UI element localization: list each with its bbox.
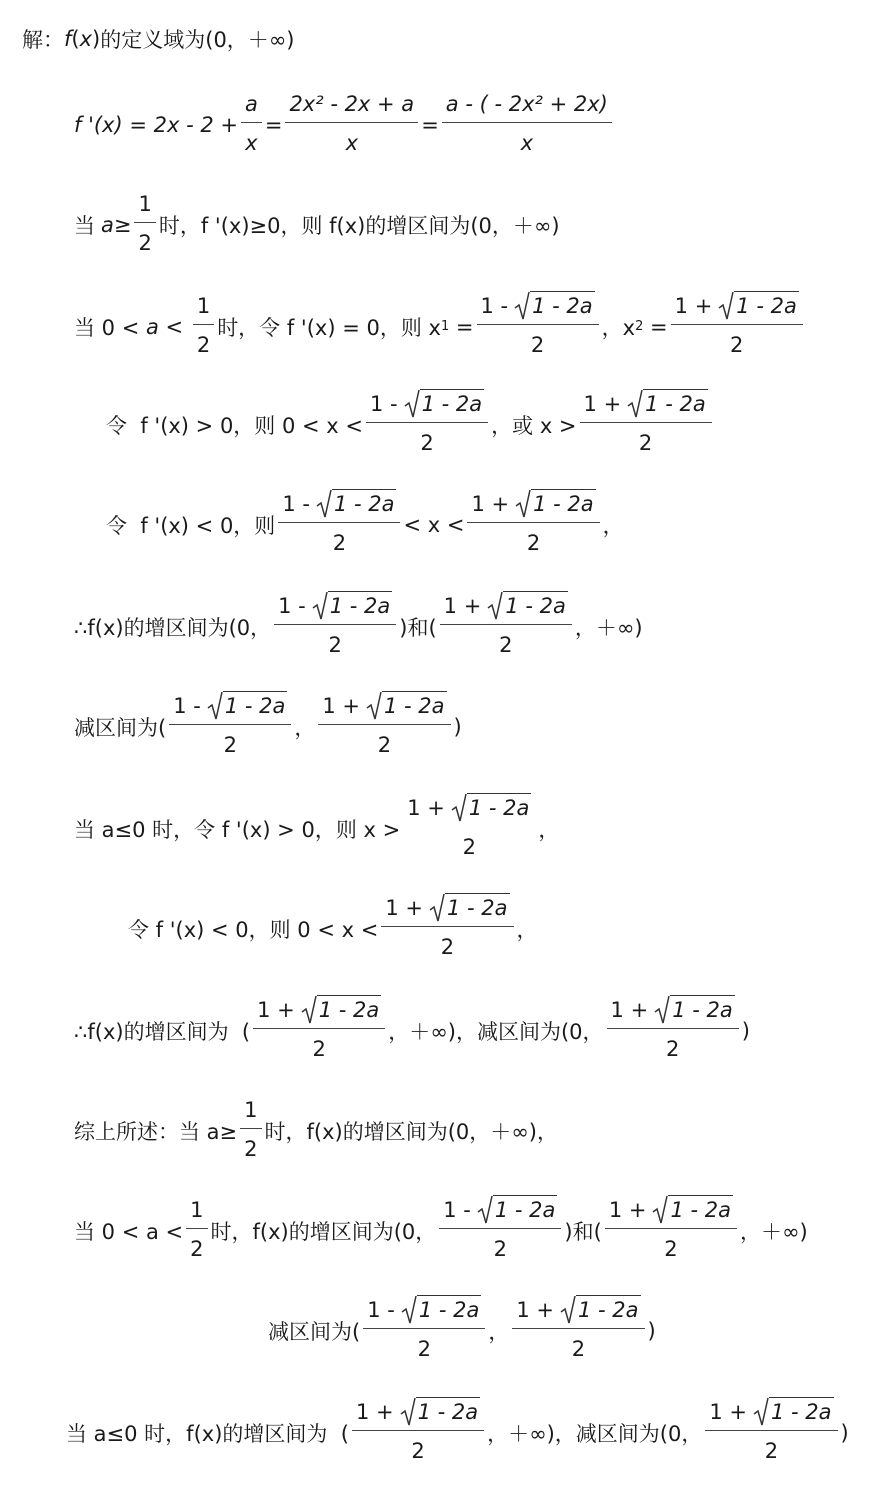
fraction-half <box>134 186 155 263</box>
sqrt-sign <box>451 793 532 823</box>
denominator: 2 <box>190 1237 204 1261</box>
case-0-lt-a-lt-half <box>74 288 806 365</box>
denominator: 2 <box>417 1337 431 1361</box>
close-paren: ) <box>647 1318 656 1343</box>
root-minus-fraction <box>278 486 400 563</box>
root-prefix: 1 - <box>282 492 310 516</box>
case-a-le-0 <box>74 790 559 867</box>
sqrt-sign <box>400 1397 481 1427</box>
therefore1-text: ∴f(x)的增区间为(0， <box>74 615 272 640</box>
summary-line-4 <box>66 1394 849 1471</box>
summary2-text: 当 0 < a < <box>74 1219 184 1244</box>
root-prefix: 1 - <box>367 1298 395 1322</box>
root-minus-fraction <box>274 588 396 665</box>
ling1-mid: ，或 x > <box>491 413 577 438</box>
dang-text: 当 <box>74 213 95 238</box>
ling2-text: 令 f '(x) < 0，则 <box>106 513 276 538</box>
denominator: x <box>345 131 359 155</box>
separator: ， <box>294 715 316 740</box>
separator: ， <box>488 1319 510 1344</box>
fraction-half <box>193 288 214 365</box>
radicand: 1 - 2a <box>769 1397 834 1427</box>
summary3-text: 减区间为( <box>268 1319 361 1344</box>
radicand: 1 - 2a <box>317 995 382 1025</box>
radicand: 1 - 2a <box>531 489 596 519</box>
equals-sign: = <box>449 314 474 339</box>
summary-line-2 <box>74 1192 808 1269</box>
denominator: x <box>520 131 534 155</box>
root-prefix: 1 + <box>608 1198 647 1222</box>
radicand: 1 - 2a <box>643 389 708 419</box>
root-prefix: 1 + <box>516 1298 554 1322</box>
case3-text: 当 a≤0 时，令 f '(x) > 0，则 x > <box>74 817 401 842</box>
root-plus-fraction <box>605 1192 737 1269</box>
denominator: 2 <box>223 733 237 757</box>
radicand: 1 - 2a <box>445 893 510 923</box>
sqrt-sign <box>366 691 447 721</box>
root-minus-fraction <box>439 1192 561 1269</box>
summary-line-3 <box>268 1292 656 1369</box>
denominator: 2 <box>664 1237 678 1261</box>
root-prefix: 1 + <box>443 594 482 618</box>
root-plus-fraction <box>671 288 803 365</box>
numerator: 1 <box>190 1198 204 1222</box>
ge-sign: ≥ <box>113 212 132 237</box>
radicand: 1 - 2a <box>668 1195 733 1225</box>
denominator: 2 <box>665 1037 680 1061</box>
radicand: 1 - 2a <box>417 1295 482 1325</box>
root-minus-fraction <box>363 1292 485 1369</box>
radicand: 1 - 2a <box>332 489 397 519</box>
case-a-ge-half <box>74 186 560 263</box>
root-plus-fraction <box>607 992 739 1069</box>
summary2-mid1: 时，f(x)的增区间为(0， <box>210 1219 437 1244</box>
lt-sign: < <box>158 314 190 339</box>
fraction-3 <box>442 86 612 163</box>
root-prefix: 1 + <box>709 1400 747 1424</box>
radicand: 1 - 2a <box>670 995 735 1025</box>
denominator: 2 <box>440 935 455 959</box>
numerator: a <box>244 92 258 116</box>
equals-sign: = <box>421 112 439 137</box>
root-plus-fraction <box>253 992 385 1069</box>
subscript-1: 1 <box>440 319 450 334</box>
x2-text: ，x <box>601 315 636 340</box>
summary-text: 综上所述：当 a≥ <box>74 1119 238 1144</box>
case2-text: 时，令 f '(x) = 0，则 x <box>217 315 441 340</box>
radicand: 1 - 2a <box>576 1295 641 1325</box>
sqrt-sign <box>514 291 595 321</box>
decrease-interval-1 <box>74 688 462 765</box>
summary-post: 时，f(x)的增区间为(0，＋∞)， <box>264 1119 558 1144</box>
root-prefix: 1 + <box>471 492 510 516</box>
root-prefix: 1 + <box>355 1400 394 1424</box>
numerator: a - ( - 2x² + 2x) <box>445 92 608 116</box>
root-prefix: 1 - <box>278 594 306 618</box>
summary2-mid2: )和( <box>564 1219 602 1244</box>
x-symbol: x <box>79 27 93 51</box>
sqrt-sign <box>515 489 596 519</box>
root-prefix: 1 + <box>385 896 423 920</box>
root-prefix: 1 - <box>370 392 398 416</box>
root-prefix: 1 - <box>480 294 509 318</box>
fraction-2 <box>285 86 418 163</box>
therefore1-post: ，＋∞) <box>574 615 643 640</box>
domain-line: 解： f ( x ) 的定义域为(0，＋∞) <box>22 24 295 54</box>
numerator: 2x² - 2x + a <box>289 92 415 116</box>
root-plus-fraction <box>705 1394 837 1471</box>
radicand: 1 - 2a <box>503 591 568 621</box>
root-prefix: 1 + <box>674 294 713 318</box>
case1-text: 时，f '(x)≥0，则 f(x)的增区间为(0，＋∞) <box>158 213 560 238</box>
sqrt-sign <box>627 389 708 419</box>
denominator: 2 <box>764 1439 779 1463</box>
radicand: 1 - 2a <box>223 691 288 721</box>
sqrt-sign <box>312 591 393 621</box>
denominator: 2 <box>196 333 211 357</box>
radicand: 1 - 2a <box>416 1397 481 1427</box>
denominator: 2 <box>730 333 744 357</box>
root-minus-fraction <box>477 288 599 365</box>
derivative-lhs: f '(x) = 2x - 2 + <box>74 112 238 137</box>
ling-positive <box>106 386 715 463</box>
denominator: 2 <box>138 231 152 255</box>
sqrt-sign <box>753 1397 834 1427</box>
summary4-mid: ，＋∞)，减区间为(0， <box>487 1421 703 1446</box>
root-plus-fraction <box>381 890 513 967</box>
radicand: 1 - 2a <box>734 291 799 321</box>
radicand: 1 - 2a <box>530 291 595 321</box>
denominator: 2 <box>493 1237 508 1261</box>
comma: ， <box>602 513 624 538</box>
root-prefix: 1 + <box>322 694 360 718</box>
root-plus-fraction <box>352 1394 484 1471</box>
a-symbol: a <box>101 212 114 237</box>
root-plus-fraction <box>318 688 450 765</box>
root-plus-fraction <box>512 1292 644 1369</box>
root-prefix: 1 + <box>407 796 445 820</box>
therefore-increase-1 <box>74 588 643 665</box>
root-plus-fraction <box>467 486 599 563</box>
close-paren: ) <box>453 714 462 739</box>
dang-text: 当 0 < <box>74 315 146 340</box>
fraction-half <box>186 1192 207 1269</box>
denominator: 2 <box>499 633 513 657</box>
sqrt-sign <box>301 995 382 1025</box>
sqrt-sign <box>207 691 288 721</box>
denominator: 2 <box>462 835 476 859</box>
radicand: 1 - 2a <box>382 691 447 721</box>
summary2-post: ，＋∞) <box>739 1219 808 1244</box>
summary-line-1 <box>74 1092 558 1169</box>
derivative-line <box>74 86 615 163</box>
sqrt-sign <box>477 1195 558 1225</box>
close-paren: ) <box>840 1420 849 1445</box>
denominator: 2 <box>328 633 342 657</box>
root-plus-fraction <box>440 588 572 665</box>
therefore2-text: ∴f(x)的增区间为 ( <box>74 1019 251 1044</box>
denominator: 2 <box>411 1439 425 1463</box>
radicand: 1 - 2a <box>467 793 532 823</box>
domain-text: 的定义域为(0，＋∞) <box>100 28 295 52</box>
ling-negative <box>106 486 624 563</box>
denominator: 2 <box>420 431 434 455</box>
numerator: 1 <box>196 294 211 318</box>
close-paren: ) <box>741 1018 750 1043</box>
equals-sign: = <box>643 314 668 339</box>
radicand: 1 - 2a <box>493 1195 558 1225</box>
denominator: 2 <box>377 733 392 757</box>
sqrt-sign <box>718 291 799 321</box>
ling2-mid: < x < <box>403 512 465 537</box>
numerator: 1 <box>138 192 152 216</box>
radicand: 1 - 2a <box>420 389 485 419</box>
sqrt-sign <box>560 1295 641 1325</box>
denominator: 2 <box>244 1137 258 1161</box>
denominator: 2 <box>332 531 347 555</box>
sqrt-sign <box>487 591 568 621</box>
ling3-text: 令 f '(x) < 0，则 0 < x < <box>128 917 379 942</box>
therefore1-mid: )和( <box>399 615 437 640</box>
solution-label: 解： <box>22 28 64 52</box>
root-minus-fraction <box>169 688 291 765</box>
denominator: 2 <box>526 531 541 555</box>
ling-negative-2 <box>128 890 538 967</box>
root-plus-fraction <box>580 386 712 463</box>
ling1-text: 令 f '(x) > 0，则 0 < x < <box>106 413 363 438</box>
root-prefix: 1 + <box>610 998 649 1022</box>
a-symbol: a <box>145 314 159 339</box>
numerator: 1 <box>244 1098 258 1122</box>
denominator: 2 <box>638 431 653 455</box>
summary4-text: 当 a≤0 时，f(x)的增区间为 ( <box>66 1421 349 1446</box>
comma: ， <box>516 917 538 942</box>
denominator: 2 <box>530 333 545 357</box>
radicand: 1 - 2a <box>328 591 393 621</box>
root-prefix: 1 + <box>257 998 295 1022</box>
root-prefix: 1 - <box>443 1198 471 1222</box>
denominator: 2 <box>571 1337 586 1361</box>
therefore2-mid: ，＋∞)，减区间为(0， <box>388 1019 604 1044</box>
comma: ， <box>538 817 560 842</box>
sqrt-sign <box>316 489 397 519</box>
subscript-2: 2 <box>635 319 644 334</box>
denominator: 2 <box>312 1037 326 1061</box>
therefore-increase-2 <box>74 992 750 1069</box>
sqrt-sign <box>404 389 485 419</box>
decrease1-text: 减区间为( <box>74 715 167 740</box>
root-prefix: 1 - <box>173 694 201 718</box>
fraction-half <box>240 1092 261 1169</box>
sqrt-sign <box>401 1295 482 1325</box>
sqrt-sign <box>429 893 510 923</box>
f-symbol: f <box>64 27 72 51</box>
fraction-a-over-x <box>241 86 262 163</box>
root-plus-fraction <box>403 790 535 867</box>
sqrt-sign <box>652 1195 733 1225</box>
root-minus-fraction <box>366 386 488 463</box>
equals-sign: = <box>264 112 283 137</box>
root-prefix: 1 + <box>583 392 622 416</box>
sqrt-sign <box>654 995 735 1025</box>
denominator: x <box>245 131 258 155</box>
